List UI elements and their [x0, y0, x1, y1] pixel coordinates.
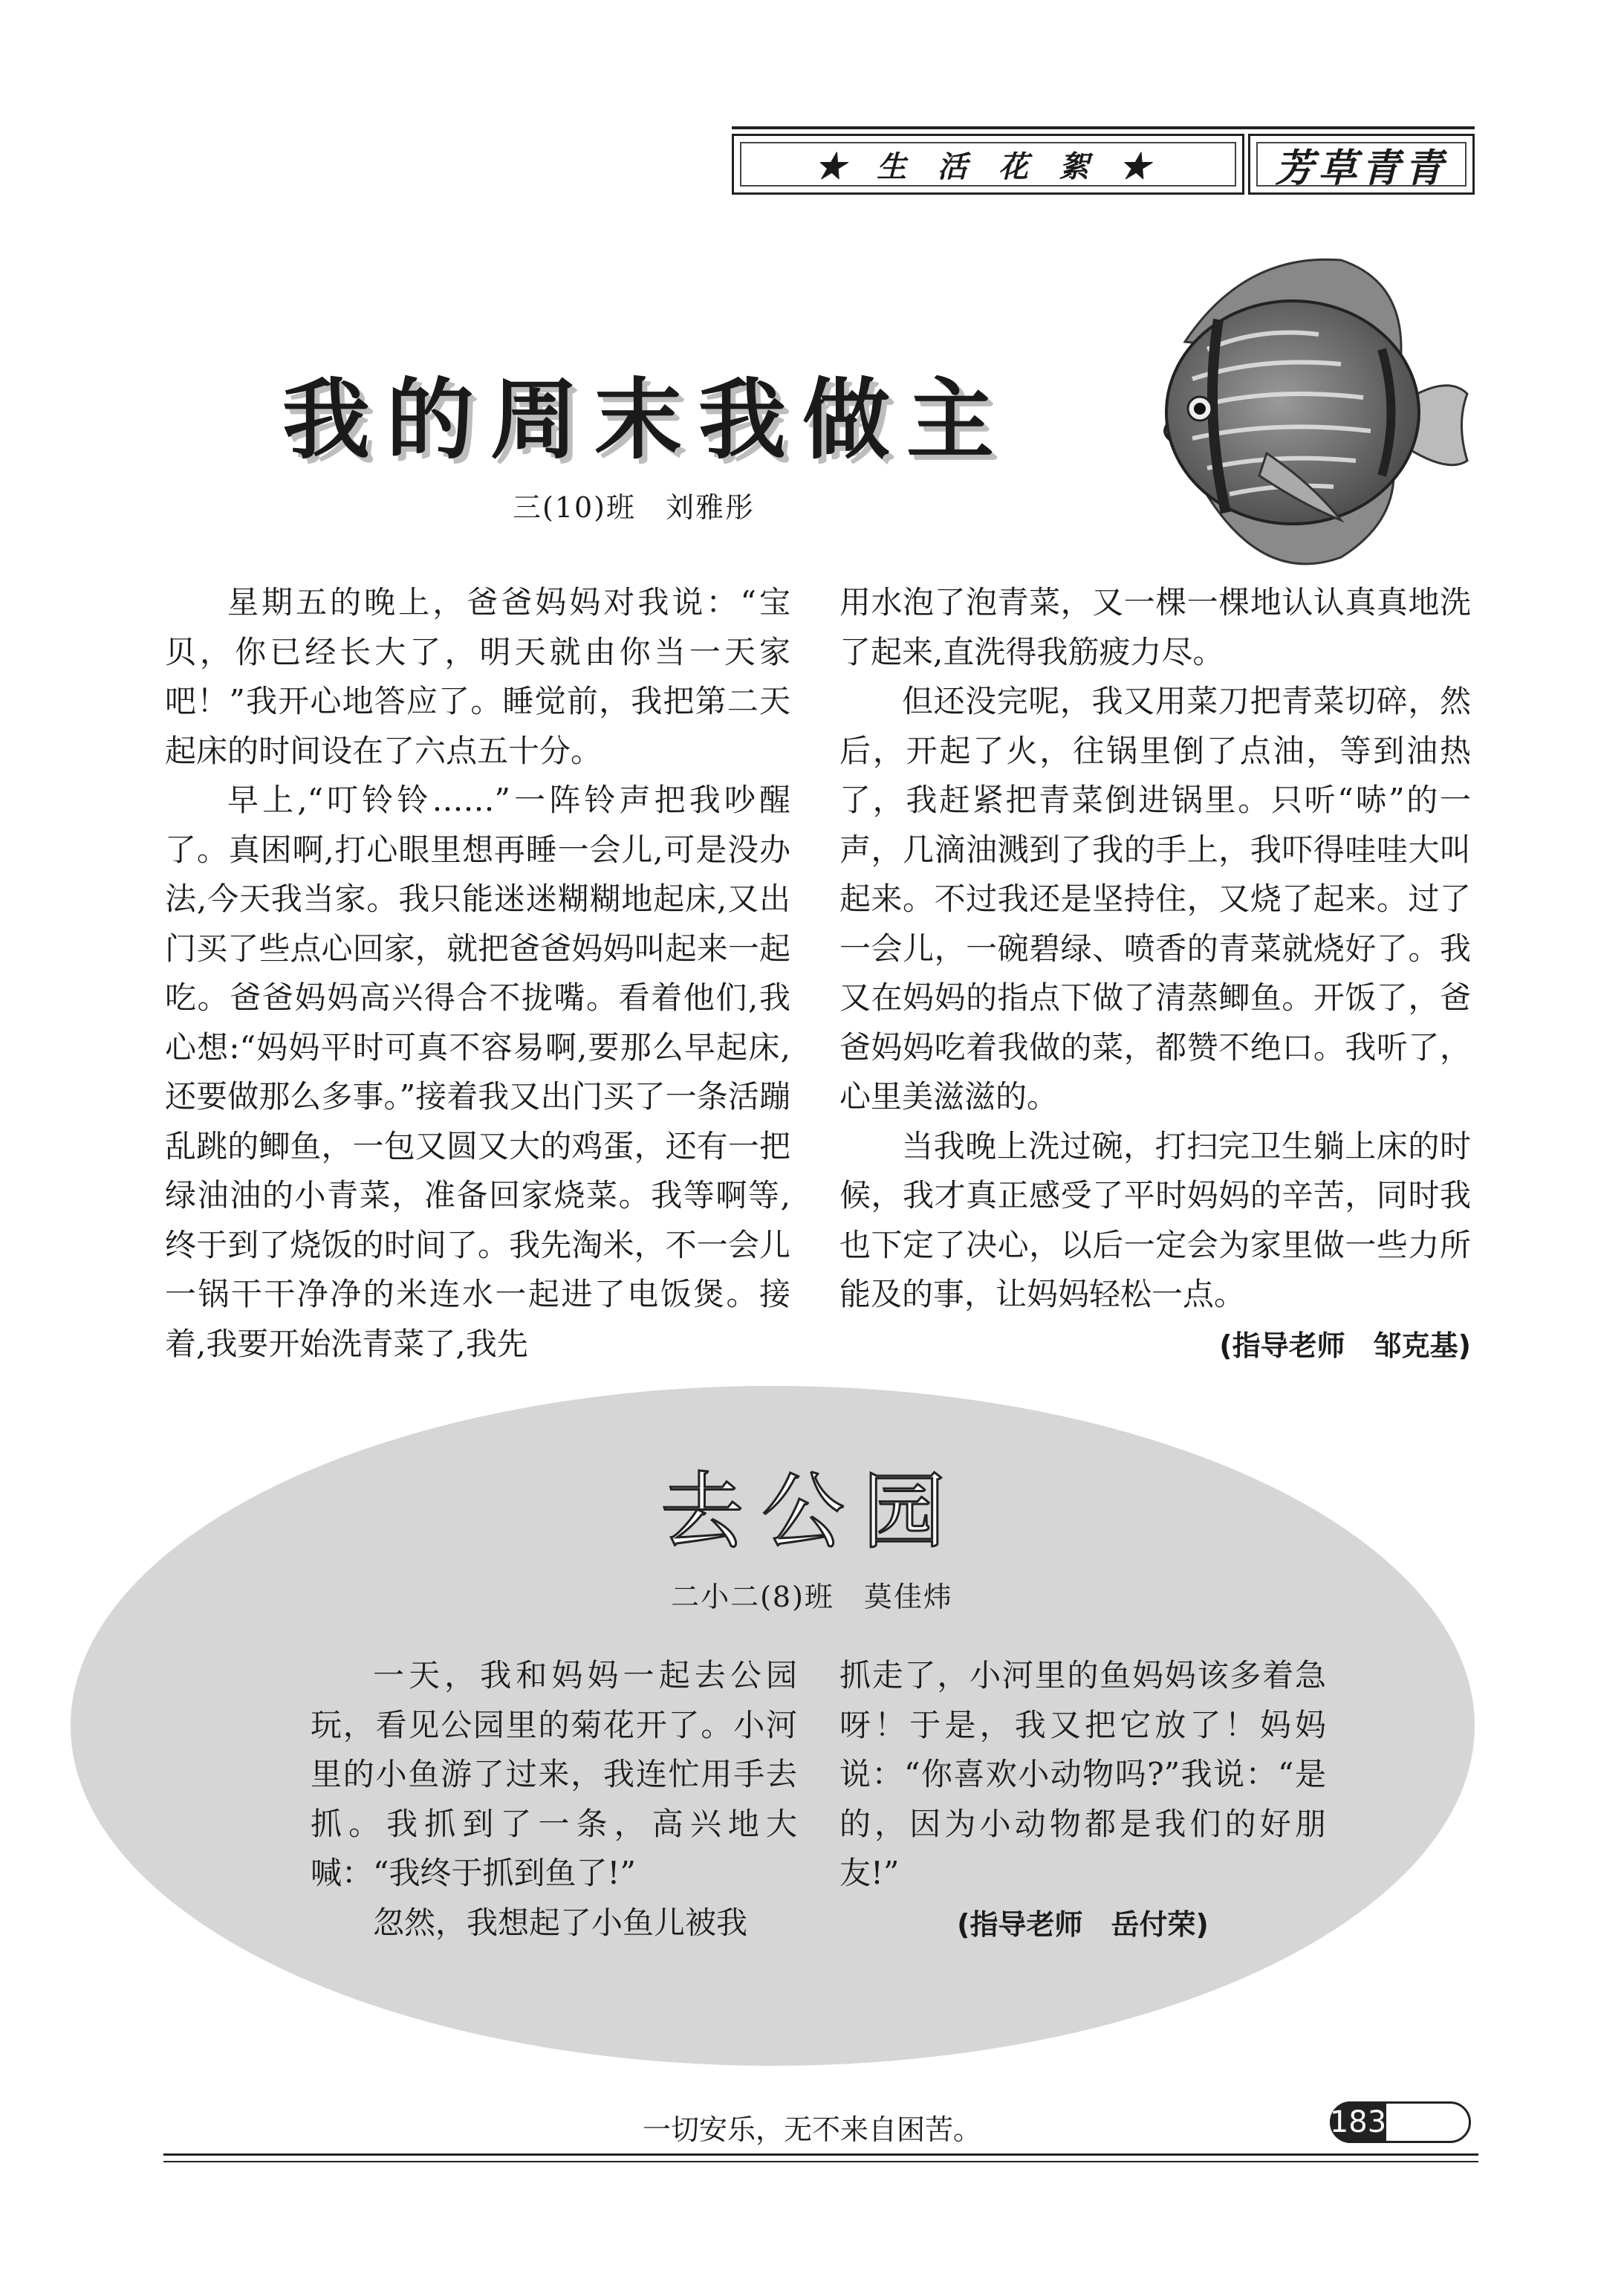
footer-rule	[163, 2161, 1478, 2162]
footer-rule	[163, 2153, 1478, 2156]
article2-column-2	[839, 1651, 1326, 1949]
section-label-box	[1248, 134, 1475, 195]
article2-paragraph-continued: 抓走了，小河里的鱼妈妈该多着急呀！于是，我又把它放了！妈妈说：“你喜欢小动物吗?”我说：“是的，因为小动物都是我们的好朋友!”	[839, 1657, 1326, 1891]
article1-paragraph: 早上,“叮铃铃……”一阵铃声把我吵醒了。真困啊,打心眼里想再睡一会儿,可是没办法,今天我当家。我只能迷迷糊糊地起床,又出门买了些点心回家，就把爸爸妈妈叫起来一起吃。爸爸妈妈高兴得合不拢嘴。看着他们,我心想:“妈妈平时可真不容易啊,要那么早起床,还要做那么多事。”接着我又出门买了一条活蹦乱跳的鲫鱼，一包又圆又大的鸡蛋，还有一把绿油油的小青菜，准备回家烧菜。我等啊等,终于到了烧饭的时间了。我先淘米，不一会儿一锅干干净净的米连水一起进了电饭煲。接着,我要开始洗青菜了,我先	[165, 782, 790, 1362]
article1-teacher: (指导老师 邹克基)	[1219, 1329, 1471, 1362]
article1-paragraph: 星期五的晚上，爸爸妈妈对我说：“宝贝，你已经长大了，明天就由你当一天家吧！”我开心地答应了。睡觉前，我把第二天起床的时间设在了六点五十分。	[165, 584, 790, 769]
article1-title: 我的周末我做主	[282, 369, 1011, 471]
article1-paragraph-continued: 用水泡了泡青菜，又一棵一棵地认认真真地洗了起来,直洗得我筋疲力尽。	[839, 584, 1471, 670]
column-label: ★ 生 活 花 絮 ★	[816, 149, 1160, 184]
page-number: 183	[1330, 2101, 1386, 2143]
article1-paragraph: 当我晚上洗过碗，打扫完卫生躺上床的时候，我才真正感受了平时妈妈的辛苦，同时我也下定了决心，以后一定会为家里做一些力所能及的事，让妈妈轻松一点。	[839, 1127, 1471, 1312]
article2-title: 去公园	[660, 1464, 964, 1560]
article1-byline: 三(10)班 刘雅彤	[513, 491, 756, 524]
article2-teacher: (指导老师 岳付荣)	[957, 1907, 1209, 1941]
article2-paragraph: 一天，我和妈妈一起去公园玩，看见公园里的菊花开了。小河里的小鱼游了过来，我连忙用手去抓。我抓到了一条，高兴地大喊：“我终于抓到鱼了!”	[311, 1657, 797, 1891]
article2-column-1	[311, 1651, 797, 1948]
header-rule	[732, 126, 1475, 129]
article1-column-1	[165, 578, 790, 1369]
article1-column-2	[839, 578, 1471, 1370]
section-label: 芳草青青	[1275, 145, 1448, 191]
article1-paragraph: 但还没完呢，我又用菜刀把青菜切碎，然后，开起了火，往锅里倒了点油，等到油热了，我赶紧把青菜倒进锅里。只听“哧”的一声，几滴油溅到了我的手上，我吓得哇哇大叫起来。不过我还是坚持住，又烧了起来。过了一会儿，一碗碧绿、喷香的青菜就烧好了。我又在妈妈的指点下做了清蒸鲫鱼。开饭了，爸爸妈妈吃着我做的菜，都赞不绝口。我听了，心里美滋滋的。	[839, 683, 1471, 1115]
article2-byline: 二小二(8)班 莫佳炜	[671, 1581, 953, 1613]
article2-paragraph: 忽然，我想起了小鱼儿被我	[373, 1904, 748, 1941]
footer-motto: 一切安乐，无不来自困苦。	[642, 2113, 981, 2146]
discus-fish-icon	[1096, 238, 1482, 594]
column-label-box	[732, 134, 1244, 195]
